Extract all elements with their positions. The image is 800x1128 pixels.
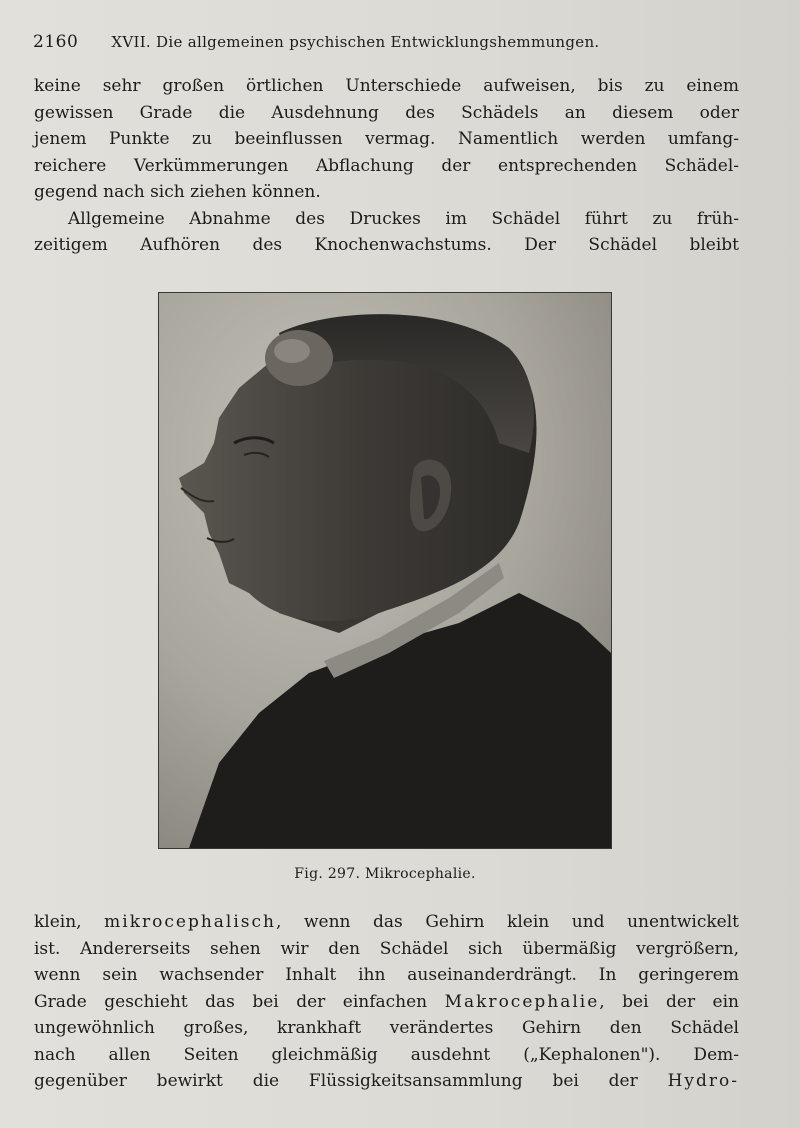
text-line: zeitigem Aufhören des Knochenwachstums. Der Schädel bleibt [34, 235, 739, 255]
body-text-bottom [34, 909, 739, 1095]
emphasized-term: Hydro- [667, 1071, 739, 1091]
emphasized-term: Makrocephalie [444, 991, 600, 1012]
text-line [34, 909, 739, 936]
profile-portrait-image [159, 293, 611, 848]
figure-photograph [158, 292, 612, 849]
page-header [33, 32, 733, 52]
page-number: 2160 [33, 32, 79, 52]
text-line: ist. Andererseits sehen wir den Schädel sich übermäßig vergrößern, [34, 938, 739, 959]
text-line: keine sehr großen örtlichen Unterschiede aufweisen, bis zu einem [34, 76, 739, 96]
text-run: klein, [34, 912, 105, 932]
text-run: , bei der ein [599, 991, 740, 1012]
text-line: nach allen Seiten gleichmäßig ausdehnt („Kephalonen"). Dem- [34, 1044, 739, 1065]
text-line: ungewöhnlich großes, krankhaft verändertes Gehirn den Schädel [34, 1018, 739, 1038]
text-line [34, 1068, 739, 1095]
text-line: wenn sein wachsender Inhalt ihn auseinanderdrängt. In geringerem [34, 965, 739, 985]
text-line [34, 989, 739, 1016]
body-text-top [34, 73, 739, 259]
running-title: XVII. Die allgemeinen psychischen Entwicklungshemmungen. [111, 33, 600, 51]
text-run: , wenn das Gehirn klein und unentwickelt [276, 912, 739, 932]
figure-caption: Fig. 297. Mikrocephalie. [294, 866, 476, 882]
text-line: jenem Punkte zu beeinflussen vermag. Namentlich werden umfang- [34, 129, 739, 149]
text-line: reichere Verkümmerungen Abflachung der entsprechenden Schädel- [34, 155, 739, 176]
text-run: gegenüber bewirkt die Flüssigkeitsansammlung bei der [34, 1071, 668, 1091]
text-line: gegend nach sich ziehen können. [34, 182, 321, 202]
text-line: Allgemeine Abnahme des Druckes im Schädel führt zu früh- [68, 208, 739, 229]
text-run: Grade geschieht das bei der einfachen [34, 991, 445, 1012]
text-line: gewissen Grade die Ausdehnung des Schädels an diesem oder [34, 102, 739, 123]
emphasized-term: mikrocephalisch [104, 912, 276, 932]
